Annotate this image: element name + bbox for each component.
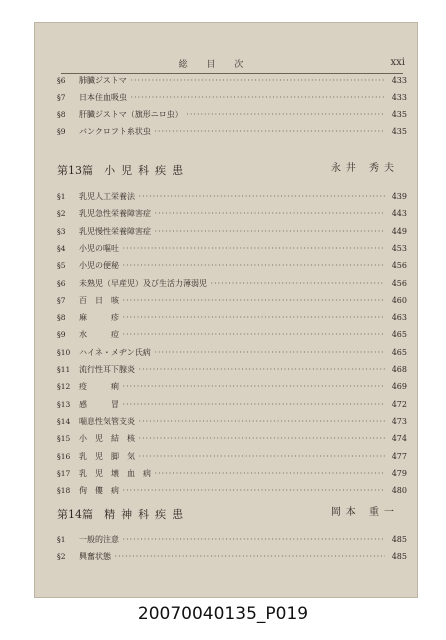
header-page-number: xxi xyxy=(390,57,405,68)
section-number: §9 xyxy=(57,330,66,340)
section-number: §5 xyxy=(57,261,66,271)
toc-entry xyxy=(57,451,407,463)
toc-entry xyxy=(57,191,407,203)
entry-title: 乳児急性栄養障害症 ····· xyxy=(79,208,385,220)
entry-page-number: 468 xyxy=(391,365,407,374)
entry-page-number: 449 xyxy=(391,226,407,236)
section-number: §4 xyxy=(57,243,66,253)
entry-page-number: 465 xyxy=(391,330,407,340)
toc-entry xyxy=(57,278,407,290)
entry-page-number: 477 xyxy=(391,451,407,461)
entry-title: 小児の嘔吐 ····· xyxy=(79,243,385,255)
entry-title: 喘息性気管支炎 ····· xyxy=(79,416,385,428)
section-number: §7 xyxy=(57,295,66,305)
section-number: §9 xyxy=(57,127,66,136)
entry-title: ハイネ・メヂン氏病 ····· xyxy=(79,347,385,359)
header-title: 総 目 次 xyxy=(178,60,252,70)
entry-title: 感 冒 ····· xyxy=(79,399,385,411)
entry-title: 小児の便秘 ····· xyxy=(79,260,385,272)
toc-entry xyxy=(57,329,407,341)
entry-page-number: 480 xyxy=(391,486,407,496)
section-number: §1 xyxy=(57,535,66,544)
section-number: §3 xyxy=(57,226,66,236)
section-number: §15 xyxy=(57,434,71,444)
chapter-name: 小児科疾患 xyxy=(104,164,190,177)
entry-title: 肝臓ジストマ（旗形ニロ虫） ····· xyxy=(79,109,385,121)
section-number: §18 xyxy=(57,486,71,496)
entry-page-number: 473 xyxy=(391,416,407,426)
toc-entry xyxy=(57,312,407,324)
toc-entry xyxy=(57,92,407,104)
entry-page-number: 439 xyxy=(391,192,407,201)
section-number: §10 xyxy=(57,347,71,357)
entry-page-number: 433 xyxy=(391,76,407,85)
entry-title: 肺臓ジストマ ····· xyxy=(79,75,385,87)
toc-entry xyxy=(57,226,407,238)
toc-entry xyxy=(57,364,407,376)
toc-entry xyxy=(57,347,407,359)
chapter-author: 永井 秀夫 xyxy=(330,163,399,174)
toc-entry xyxy=(57,551,407,563)
entry-title: 流行性耳下腺炎 ····· xyxy=(79,364,385,376)
page-header xyxy=(35,57,419,73)
section-number: §13 xyxy=(57,399,71,409)
toc-entry xyxy=(57,260,407,272)
entry-title: 疫 痢 ····· xyxy=(79,381,385,393)
entry-page-number: 474 xyxy=(391,434,407,444)
entry-page-number: 465 xyxy=(391,347,407,357)
header-rule xyxy=(61,73,403,74)
chapter-author: 岡本 重一 xyxy=(330,507,399,518)
entry-page-number: 456 xyxy=(391,278,407,288)
entry-title: 乳 児 壊 血 病 ····· xyxy=(79,468,385,480)
chapter-14-heading xyxy=(57,503,407,523)
toc-entry xyxy=(57,468,407,480)
section-number: §6 xyxy=(57,76,66,85)
entry-title: 百 日 咳 ····· xyxy=(79,295,385,307)
entry-page-number: 443 xyxy=(391,209,407,219)
section-number: §7 xyxy=(57,93,66,102)
section-number: §8 xyxy=(57,110,66,119)
chapter-number: 第13篇 xyxy=(57,164,93,177)
image-caption: 20070040135_P019 xyxy=(137,604,309,624)
entry-page-number: 435 xyxy=(391,110,407,119)
entry-title: バンクロフト糸状虫 ····· xyxy=(79,126,385,138)
entry-title: 麻 疹 ····· xyxy=(79,312,385,324)
chapter-number: 第14篇 xyxy=(57,508,93,521)
entry-title: 日本住血吸虫 ····· xyxy=(79,92,385,104)
entry-page-number: 463 xyxy=(391,313,407,323)
entry-page-number: 453 xyxy=(391,243,407,253)
entry-page-number: 460 xyxy=(391,295,407,305)
toc-entry xyxy=(57,126,407,138)
entry-page-number: 485 xyxy=(391,535,407,544)
entry-title: 興奮状態 ····· xyxy=(79,551,385,563)
toc-entry xyxy=(57,416,407,428)
book-page xyxy=(34,22,418,598)
section-number: §2 xyxy=(57,552,66,561)
section-number: §8 xyxy=(57,313,66,323)
section-number: §6 xyxy=(57,278,66,288)
section-number: §16 xyxy=(57,451,71,461)
entry-page-number: 479 xyxy=(391,468,407,478)
section-number: §14 xyxy=(57,416,71,426)
toc-entry xyxy=(57,534,407,546)
entry-page-number: 435 xyxy=(391,127,407,136)
chapter-13-heading xyxy=(57,159,407,179)
entry-page-number: 433 xyxy=(391,93,407,102)
entry-page-number: 469 xyxy=(391,382,407,392)
entry-title: 乳 児 脚 気 ····· xyxy=(79,451,385,463)
entry-title: 一般的注意 ····· xyxy=(79,534,385,546)
section-number: §12 xyxy=(57,382,71,392)
entry-title: 佝 僂 病 ····· xyxy=(79,485,385,497)
entry-title: 水 痘 ····· xyxy=(79,329,385,341)
chapter-name: 精神科疾患 xyxy=(104,508,190,521)
entry-title: 乳児人工栄養法 ····· xyxy=(79,191,385,203)
toc-entry xyxy=(57,109,407,121)
toc-entry xyxy=(57,243,407,255)
section-number: §1 xyxy=(57,192,66,201)
toc-entry xyxy=(57,381,407,393)
toc-entry xyxy=(57,75,407,87)
section-number: §17 xyxy=(57,468,71,478)
toc-entry xyxy=(57,399,407,411)
entry-page-number: 485 xyxy=(391,552,407,561)
toc-entry xyxy=(57,208,407,220)
section-number: §11 xyxy=(57,365,71,374)
section-number: §2 xyxy=(57,209,66,219)
toc-entry xyxy=(57,485,407,497)
entry-page-number: 456 xyxy=(391,261,407,271)
entry-title: 小 児 結 核 ····· xyxy=(79,433,385,445)
entry-title: 未熟児（早産児）及び生活力薄弱児 ····· xyxy=(79,278,385,290)
entry-page-number: 472 xyxy=(391,399,407,409)
toc-entry xyxy=(57,295,407,307)
entry-title: 乳児慢性栄養障害症 ····· xyxy=(79,226,385,238)
toc-entry xyxy=(57,433,407,445)
